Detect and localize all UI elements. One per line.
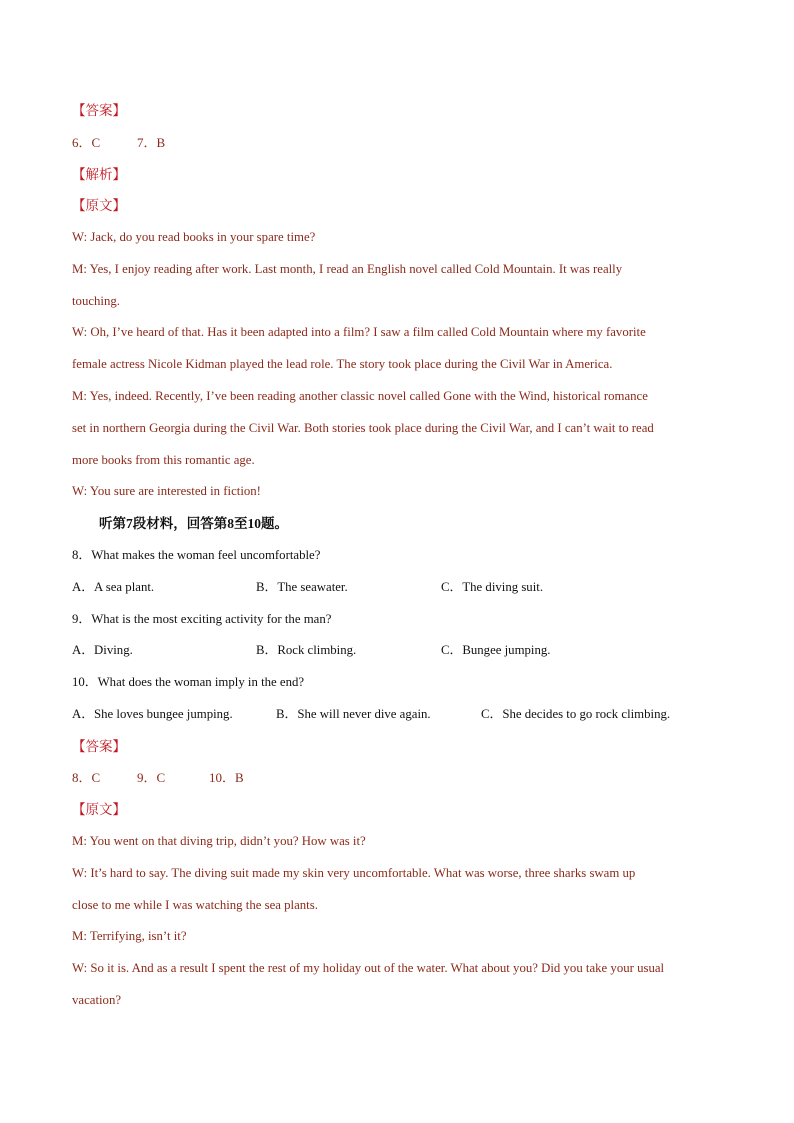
transcript-line: vacation? (72, 992, 122, 1007)
answer-8: 8．C (72, 770, 101, 786)
question-stem-8: 8．What makes the woman feel uncomfortable? (72, 547, 321, 562)
option-b: B．She will never dive again. (276, 706, 431, 721)
transcript-line: M: Yes, indeed. Recently, I’ve been reading another classic novel called Gone with the Wind, historical romance (72, 389, 648, 404)
transcript-line: close to me while I was watching the sea plants. (72, 897, 318, 912)
transcript-line: touching. (72, 293, 120, 308)
transcript-line: W: It’s hard to say. The diving suit made my skin very uncomfortable. What was worse, three sharks swam up (72, 865, 636, 880)
answer-row (72, 127, 752, 159)
question-options-8 (72, 572, 752, 604)
answer-label: 【答案】 (72, 738, 126, 754)
option-a: A．She loves bungee jumping. (72, 706, 233, 721)
analysis-label: 【解析】 (72, 166, 126, 182)
transcript-line: W: Jack, do you read books in your spare time? (72, 230, 316, 245)
transcript-line: W: Oh, I’ve heard of that. Has it been adapted into a film? I saw a film called Cold Mountain where my favorite (72, 325, 646, 340)
answer-6: 6．C (72, 134, 101, 150)
question-options-10 (72, 699, 752, 731)
transcript-line: W: You sure are interested in fiction! (72, 484, 261, 499)
answer-9: 9．C (137, 770, 166, 786)
question-options-9 (72, 635, 752, 667)
option-a: A．Diving. (72, 643, 133, 658)
transcript-line: set in northern Georgia during the Civil War. Both stories took place during the Civil War, and I can’t wait to read (72, 420, 654, 435)
transcript-line: more books from this romantic age. (72, 452, 255, 467)
transcript-line: W: So it is. And as a result I spent the rest of my holiday out of the water. What about you? Did you take your usual (72, 961, 665, 976)
transcript-line: M: Terrifying, isn’t it? (72, 929, 187, 944)
option-b: B．Rock climbing. (256, 643, 357, 658)
option-c: C．Bungee jumping. (441, 643, 551, 658)
transcript-line: female actress Nicole Kidman played the lead role. The story took place during the Civil War in America. (72, 357, 613, 372)
transcript-label: 【原文】 (72, 802, 126, 818)
option-a: A．A sea plant. (72, 579, 155, 594)
transcript-label: 【原文】 (72, 198, 126, 214)
answer-row (72, 762, 752, 794)
option-c: C．She decides to go rock climbing. (481, 706, 671, 721)
page-content (72, 95, 752, 1017)
question-stem-10: 10．What does the woman imply in the end? (72, 675, 305, 690)
transcript-line: M: You went on that diving trip, didn’t you? How was it? (72, 833, 366, 848)
section-instruction: 听第7段材料，回答第8至10题。 (99, 516, 288, 532)
option-c: C．The diving suit. (441, 579, 544, 594)
option-b: B．The seawater. (256, 579, 348, 594)
answer-7: 7．B (137, 134, 166, 150)
question-stem-9: 9．What is the most exciting activity for the man? (72, 611, 332, 626)
transcript-line: M: Yes, I enjoy reading after work. Last month, I read an English novel called Cold Mountain. It was really (72, 261, 623, 276)
answer-label: 【答案】 (72, 103, 126, 118)
answer-10: 10．B (209, 770, 244, 786)
